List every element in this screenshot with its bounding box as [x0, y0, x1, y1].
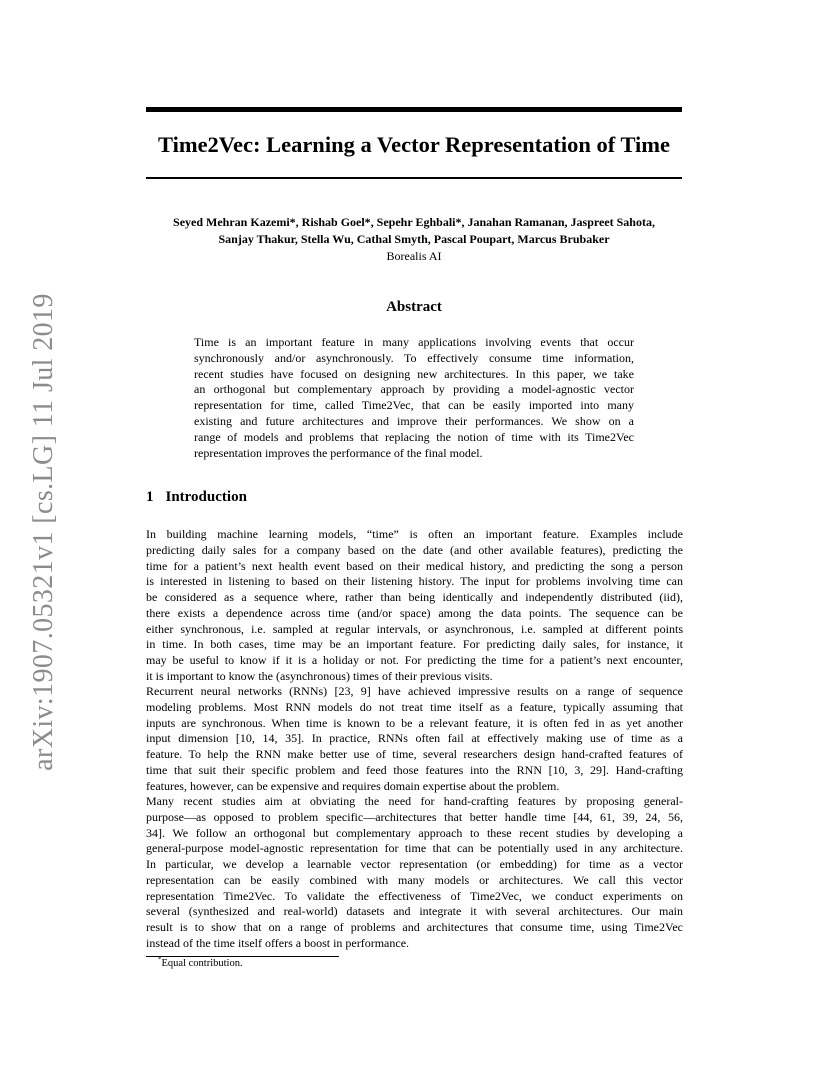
abstract-line: existing and future architectures and improve their performances. We show on a — [194, 413, 634, 428]
paragraph-line: purpose—as opposed to problem specific—architectures that better handle time [44, 61, 39, 24, 56, — [146, 809, 683, 824]
section-title: Introduction — [165, 489, 247, 505]
paragraph-line: several (synthesized and real-world) datasets and integrate it with several architectures. Our main — [146, 904, 683, 919]
paragraph-line: In particular, we develop a learnable vector representation (or embedding) for time as a vector — [146, 857, 683, 871]
paragraph-line: it is important to know the (asynchronous) times of their previous visits. — [146, 668, 493, 683]
paragraph-line: time for a patient’s next health event based on their medical history, and predicting the song a person — [146, 558, 683, 573]
author-line-1: Seyed Mehran Kazemi*, Rishab Goel*, Sepehr Eghbali*, Janahan Ramanan, Jaspreet Sahota, — [173, 215, 655, 229]
affiliation: Borealis AI — [386, 249, 442, 263]
footnote-text: Equal contribution. — [161, 958, 243, 969]
footnote-rule — [146, 956, 339, 957]
paragraph-line: 34]. We follow an orthogonal but complementary approach to these recent studies by developing a — [146, 825, 683, 840]
paragraph-line: in time. In both cases, time may be an important feature. For predicting daily sales, for instance, it — [146, 637, 683, 652]
intro-paragraph-1 — [146, 527, 683, 685]
intro-paragraph-3 — [146, 794, 683, 952]
abstract-body — [194, 335, 634, 461]
paragraph-line: input dimension [10, 14, 35]. In practice, RNNs often fail at effectively making use of time as a — [146, 731, 683, 746]
paragraph-line: is interested in listening to based on their listening history. The input for problems involving time can — [146, 574, 683, 589]
paragraph-line: In building machine learning models, “time” is often an important feature. Examples include — [146, 527, 683, 541]
footnote — [158, 955, 243, 969]
abstract-heading: Abstract — [386, 299, 442, 315]
abstract-line: representation for time, called Time2Vec, that can be easily imported into many — [194, 398, 634, 413]
abstract-line: synchronously and/or asynchronously. To effectively consume time information, — [194, 350, 634, 365]
section-heading-introduction — [146, 489, 247, 506]
abstract-line: range of models and problems that replacing the notion of time with its Time2Vec — [194, 429, 634, 444]
author-block — [120, 214, 708, 265]
intro-paragraph-2 — [146, 684, 683, 794]
section-number: 1 — [146, 489, 154, 505]
abstract-line: an orthogonal but complementary approach by providing a model-agnostic vector — [194, 382, 634, 397]
paragraph-line: representation Time2Vec. To validate the effectiveness of Time2Vec, we conduct experiments on — [146, 888, 683, 903]
title-bottom-rule — [146, 177, 682, 179]
paragraph-line: inputs are synchronous. When time is known to be a relevant feature, it is often fed in as yet another — [146, 715, 683, 730]
abstract-line: representation improves the performance of the final model. — [194, 445, 483, 460]
paragraph-line: general-purpose model-agnostic representation for time that can be potentially used in any architecture. — [146, 841, 683, 856]
title-top-rule — [146, 107, 682, 112]
paragraph-line: instead of the time itself offers a boost in performance. — [146, 935, 410, 950]
arxiv-identifier-stamp: arXiv:1907.05321v1 [cs.LG] 11 Jul 2019 — [28, 293, 59, 771]
paper-title: Time2Vec: Learning a Vector Representation of Time — [157, 132, 671, 157]
abstract-line: recent studies have focused on designing new architectures. In this paper, we take — [194, 366, 634, 381]
paragraph-line: Recurrent neural networks (RNNs) [23, 9] have achieved impressive results on a range of sequence — [146, 684, 683, 698]
author-line-2: Sanjay Thakur, Stella Wu, Cathal Smyth, Pascal Poupart, Marcus Brubaker — [218, 232, 610, 246]
paragraph-line: there exists a dependence across time (and/or space) among the data points. The sequence can be — [146, 605, 683, 620]
paragraph-line: modeling problems. Most RNN models do not treat time itself as a feature, typically assuming that — [146, 699, 683, 714]
paragraph-line: may be useful to know if it is a holiday or not. For predicting the time for a patient’s next encounter, — [146, 653, 683, 667]
paragraph-line: predicting daily sales for a company based on the date (and other available features), predicting the — [146, 542, 683, 557]
paragraph-line: features, however, can be expensive and requires domain expertise about the problem. — [146, 778, 560, 793]
paragraph-line: Many recent studies aim at obviating the need for hand-crafting features by proposing general- — [146, 794, 683, 808]
footnote-mark: * — [158, 955, 162, 964]
paragraph-line: either synchronous, i.e. sampled at regular intervals, or asynchronous, i.e. sampled at different points — [146, 621, 683, 636]
paragraph-line: result is to show that on a range of problems and architectures that consume time, using Time2Vec — [146, 920, 683, 934]
paragraph-line: be considered as a sequence where, rather than being identically and independently distributed (iid), — [146, 590, 683, 604]
abstract-line: Time is an important feature in many applications involving events that occur — [194, 335, 634, 349]
paragraph-line: feature. To help the RNN make better use of time, several researchers design hand-crafted features of — [146, 747, 683, 761]
paragraph-line: time that suit their specific problem and feed those features into the RNN [10, 3, 29]. Hand-crafting — [146, 762, 683, 777]
paragraph-line: representation can be easily combined with many models or architectures. We call this vector — [146, 872, 683, 887]
